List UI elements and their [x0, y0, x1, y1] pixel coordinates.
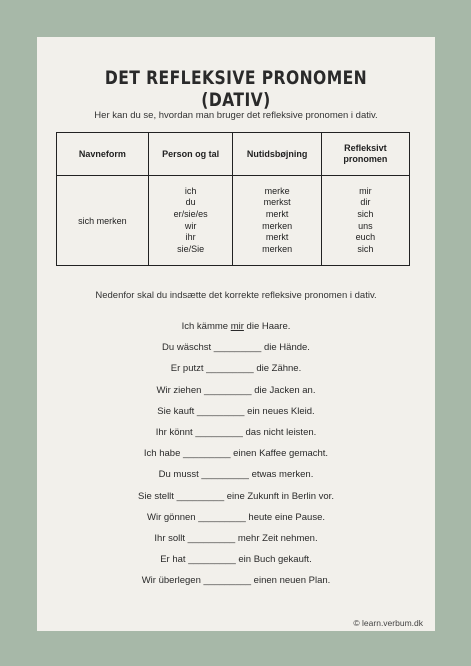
present-form: merke	[264, 185, 290, 196]
exercise-sentence: Du musst _________ etwas merken.	[158, 469, 314, 481]
conjugation-table	[56, 132, 410, 266]
exercise-list	[37, 320, 435, 595]
worksheet	[37, 37, 435, 631]
present-form: merkst	[263, 197, 291, 208]
exercise-sentence: Ihr sollt _________ mehr Zeit nehmen.	[154, 532, 318, 544]
header-pronoun: Refleksivt pronomen	[321, 133, 409, 176]
infinitive-cell: sich merken	[57, 176, 149, 266]
pronoun-form: sich	[357, 208, 374, 219]
example-before: Ich kämme	[181, 321, 231, 332]
exercise-sentence: Sie stellt _________ eine Zukunft in Berlin vor.	[138, 490, 334, 502]
exercise-sentence: Sie kauft _________ ein neues Kleid.	[157, 405, 315, 417]
present-form: merken	[262, 243, 293, 254]
pronoun-form: euch	[355, 232, 376, 243]
present-form: merkt	[265, 232, 289, 243]
present-form: merken	[262, 220, 293, 231]
exercise-sentence: Du wäschst _________ die Hände.	[162, 342, 310, 354]
person-form: du	[185, 197, 196, 208]
pronoun-form: mir	[359, 185, 372, 196]
exercise-sentence: Er putzt _________ die Zähne.	[170, 363, 302, 375]
header-infinitive: Navneform	[57, 133, 149, 176]
worksheet-title: DET REFLEKSIVE PRONOMEN (DATIV)	[104, 67, 368, 111]
example-answer: mir	[230, 321, 244, 332]
intro-text: Her kan du se, hvordan man bruger det refleksive pronomen i dativ.	[94, 110, 378, 121]
header-person: Person og tal	[148, 133, 233, 176]
present-cell	[233, 176, 321, 266]
present-form: merkt	[265, 208, 289, 219]
person-form: wir	[184, 220, 197, 231]
exercise-sentence: Wir ziehen _________ die Jacken an.	[156, 384, 316, 396]
header-present: Nutidsbøjning	[233, 133, 321, 176]
pronoun-cell	[321, 176, 409, 266]
pronoun-form: uns	[358, 220, 373, 231]
person-form: ihr	[185, 232, 196, 243]
exercise-sentence: Wir überlegen _________ einen neuen Plan.	[141, 575, 331, 587]
example-sentence	[37, 320, 435, 341]
persons-cell	[148, 176, 233, 266]
example-after: die Haare.	[243, 321, 291, 332]
person-form: ich	[184, 185, 197, 196]
pronoun-form: sich	[357, 243, 374, 254]
person-form: er/sie/es	[173, 208, 208, 219]
instruction-text: Nedenfor skal du indsætte det korrekte refleksive pronomen i dativ.	[95, 290, 377, 301]
exercise-sentence: Er hat _________ ein Buch gekauft.	[160, 554, 312, 566]
pronoun-form: dir	[360, 197, 371, 208]
copyright-footer: © learn.verbum.dk	[353, 618, 423, 628]
exercise-sentence: Wir gönnen _________ heute eine Pause.	[147, 511, 325, 523]
person-form: sie/Sie	[177, 243, 205, 254]
exercise-sentence: Ihr könnt _________ das nicht leisten.	[155, 426, 317, 438]
exercise-sentence: Ich habe _________ einen Kaffee gemacht.	[143, 448, 329, 460]
